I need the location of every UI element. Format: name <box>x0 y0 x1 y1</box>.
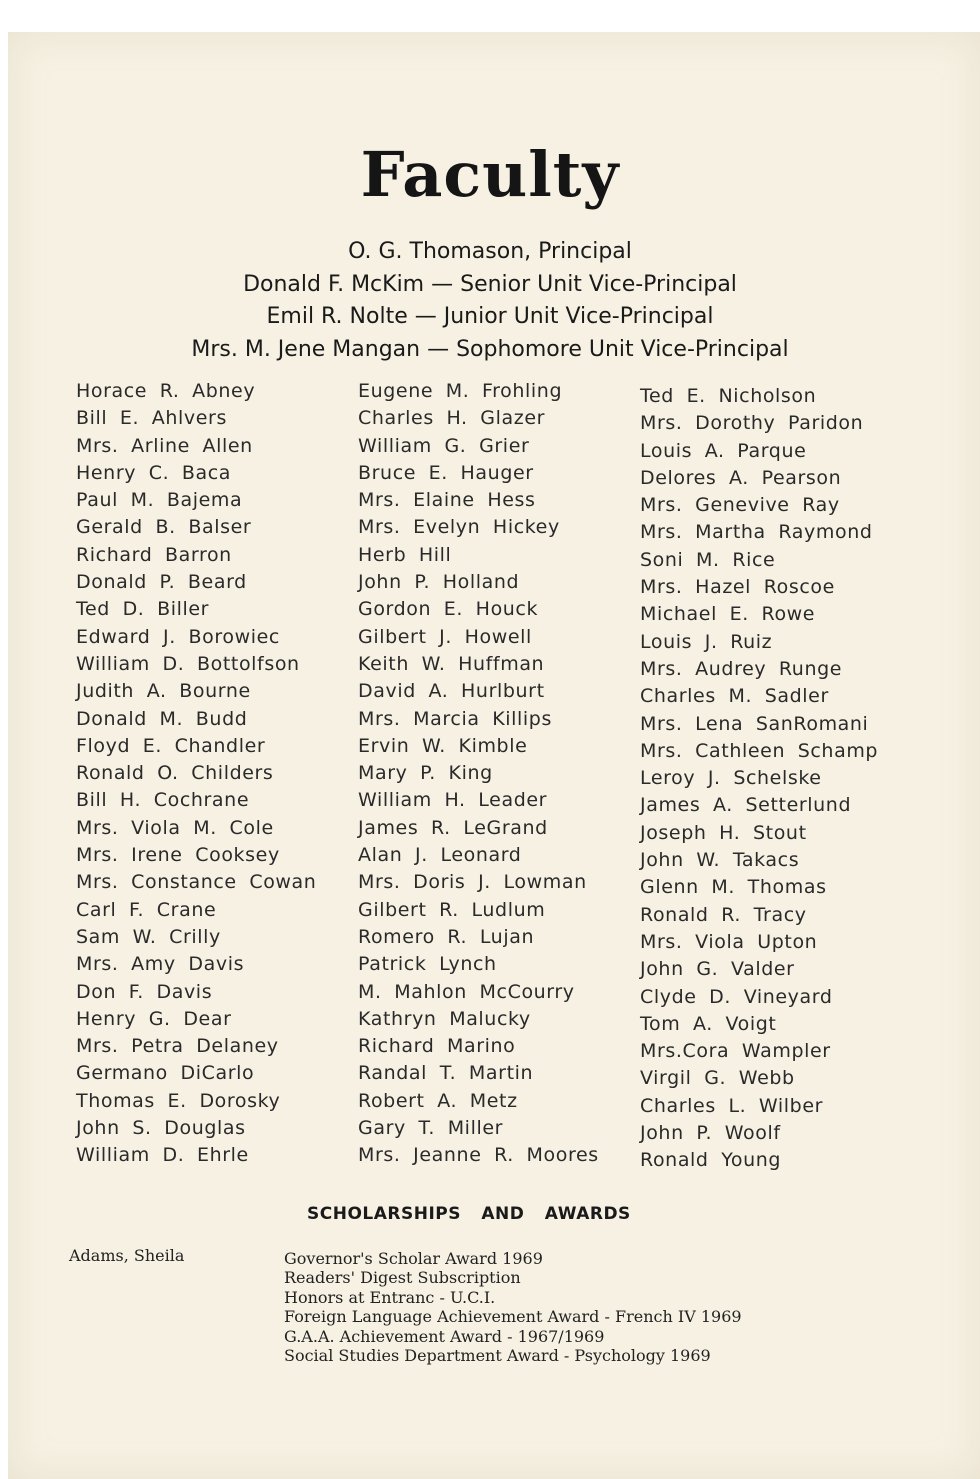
faculty-name: Herb Hill <box>358 543 452 566</box>
senior-vice-principal-line: Donald F. McKim — Senior Unit Vice-Principal <box>243 271 737 297</box>
junior-vice-principal-line: Emil R. Nolte — Junior Unit Vice-Principal <box>266 304 714 329</box>
award-item: Foreign Language Achievement Award - French IV 1969 <box>284 1307 742 1327</box>
faculty-name: David A. Hurlburt <box>358 680 545 703</box>
faculty-name: Mrs. Dorothy Paridon <box>640 412 864 435</box>
faculty-name: Soni M. Rice <box>640 548 776 571</box>
faculty-name: Donald M. Budd <box>76 707 248 730</box>
faculty-name: Mrs. Viola Upton <box>640 930 818 953</box>
faculty-name: Bill H. Cochrane <box>76 789 250 812</box>
faculty-name: Delores A. Pearson <box>640 466 842 489</box>
faculty-name: William D. Bottolfson <box>76 652 300 675</box>
faculty-name: Eugene M. Frohling <box>358 380 563 402</box>
faculty-name: Mary P. King <box>358 762 493 785</box>
faculty-name: Ronald O. Childers <box>76 762 274 785</box>
award-item: Readers' Digest Subscription <box>284 1268 521 1288</box>
faculty-name: Thomas E. Dorosky <box>76 1089 281 1112</box>
faculty-name: Mrs. Petra Delaney <box>76 1035 279 1058</box>
faculty-name: Bruce E. Hauger <box>358 461 534 484</box>
faculty-name: Mrs. Marcia Killips <box>358 707 552 730</box>
award-item: Social Studies Department Award - Psychology 1969 <box>284 1346 711 1366</box>
faculty-name: Clyde D. Vineyard <box>640 985 833 1008</box>
faculty-column-3 <box>640 383 878 1175</box>
faculty-name: Mrs. Lena SanRomani <box>640 712 869 735</box>
faculty-name: Gilbert R. Ludlum <box>358 898 546 921</box>
faculty-name: John S. Douglas <box>76 1117 246 1140</box>
faculty-name: Mrs. Audrey Runge <box>640 657 843 680</box>
faculty-name: Gary T. Miller <box>358 1117 504 1140</box>
faculty-name: Richard Barron <box>76 543 232 566</box>
faculty-name: Keith W. Huffman <box>358 652 545 675</box>
principal-line: O. G. Thomason, Principal <box>348 239 632 264</box>
faculty-name: Ronald Young <box>640 1149 782 1172</box>
faculty-name: Ted D. Biller <box>76 598 210 621</box>
faculty-name: Charles M. Sadler <box>640 685 829 708</box>
faculty-name: Romero R. Lujan <box>358 925 535 948</box>
faculty-column-1 <box>76 378 316 1170</box>
faculty-name: John P. Holland <box>358 571 520 594</box>
faculty-name: Mrs. Arline Allen <box>76 434 253 457</box>
administration-list <box>0 236 980 366</box>
faculty-name: Gilbert J. Howell <box>358 625 532 648</box>
faculty-name: Paul M. Bajema <box>76 489 243 512</box>
award-item: Honors at Entranc - U.C.I. <box>284 1287 496 1307</box>
faculty-name: Leroy J. Schelske <box>640 767 822 790</box>
faculty-name: Virgil G. Webb <box>640 1067 795 1090</box>
faculty-name: Mrs. Martha Raymond <box>640 521 873 544</box>
faculty-name: William G. Grier <box>358 434 530 457</box>
faculty-name: Germano DiCarlo <box>76 1062 255 1085</box>
faculty-name: Mrs. Cathleen Schamp <box>640 739 879 762</box>
faculty-name: Randal T. Martin <box>358 1062 534 1085</box>
faculty-name: Charles H. Glazer <box>358 407 546 430</box>
faculty-name: Glenn M. Thomas <box>640 876 827 899</box>
faculty-name: Judith A. Bourne <box>76 680 251 703</box>
faculty-name: Kathryn Malucky <box>358 1007 531 1030</box>
faculty-name: Donald P. Beard <box>76 571 247 594</box>
faculty-name: Floyd E. Chandler <box>76 734 266 757</box>
faculty-name: Ted E. Nicholson <box>640 385 817 407</box>
faculty-name: Mrs. Evelyn Hickey <box>358 516 560 539</box>
faculty-name: Robert A. Metz <box>358 1089 518 1112</box>
faculty-name: Patrick Lynch <box>358 953 497 976</box>
faculty-name: John W. Takacs <box>640 849 800 872</box>
faculty-name: Mrs. Elaine Hess <box>358 489 536 512</box>
faculty-name: Mrs. Constance Cowan <box>76 871 317 894</box>
faculty-name: Richard Marino <box>358 1035 516 1058</box>
faculty-name: Bill E. Ahlvers <box>76 407 227 430</box>
faculty-name: Mrs. Jeanne R. Moores <box>358 1144 599 1167</box>
faculty-name: Mrs.Cora Wampler <box>640 1040 831 1063</box>
faculty-name: M. Mahlon McCourry <box>358 980 575 1003</box>
faculty-name: William H. Leader <box>358 789 548 812</box>
faculty-name: James R. LeGrand <box>358 816 548 839</box>
sophomore-vice-principal-line: Mrs. M. Jene Mangan — Sophomore Unit Vice-Principal <box>191 336 789 362</box>
faculty-name: Henry G. Dear <box>76 1007 232 1030</box>
faculty-name: John P. Woolf <box>640 1122 781 1145</box>
faculty-name: Louis A. Parque <box>640 439 807 462</box>
faculty-name: Charles L. Wilber <box>640 1094 824 1117</box>
faculty-name: Carl F. Crane <box>76 898 217 921</box>
page-title: Faculty <box>360 138 620 211</box>
faculty-name: Mrs. Genevive Ray <box>640 494 840 517</box>
faculty-name: Tom A. Voigt <box>640 1012 777 1035</box>
faculty-column-2 <box>358 378 599 1170</box>
faculty-name: Mrs. Doris J. Lowman <box>358 871 587 894</box>
faculty-name: Don F. Davis <box>76 980 213 1003</box>
faculty-name: Edward J. Borowiec <box>76 625 280 648</box>
faculty-name: Gordon E. Houck <box>358 598 539 621</box>
faculty-name: Joseph H. Stout <box>640 821 807 844</box>
faculty-name: Alan J. Leonard <box>358 844 522 867</box>
faculty-name: Sam W. Crilly <box>76 925 221 948</box>
faculty-name: Ervin W. Kimble <box>358 734 528 757</box>
faculty-name: Ronald R. Tracy <box>640 903 807 926</box>
faculty-name: Mrs. Hazel Roscoe <box>640 576 835 599</box>
faculty-name: Louis J. Ruiz <box>640 630 773 653</box>
faculty-name: Mrs. Viola M. Cole <box>76 816 274 839</box>
faculty-name: Mrs. Irene Cooksey <box>76 844 280 867</box>
awards-list <box>284 1249 742 1365</box>
faculty-name: Mrs. Amy Davis <box>76 953 245 976</box>
scholarships-heading: SCHOLARSHIPS AND AWARDS <box>307 1204 631 1224</box>
award-item: Governor's Scholar Award 1969 <box>284 1249 543 1268</box>
faculty-name: Michael E. Rowe <box>640 603 816 626</box>
faculty-name: Gerald B. Balser <box>76 516 252 539</box>
faculty-name: James A. Setterlund <box>640 794 852 817</box>
faculty-name: John G. Valder <box>640 958 795 981</box>
award-item: G.A.A. Achievement Award - 1967/1969 <box>284 1326 605 1346</box>
faculty-name: Horace R. Abney <box>76 380 256 402</box>
recipient-name: Adams, Sheila <box>69 1246 185 1265</box>
faculty-name: Henry C. Baca <box>76 461 232 484</box>
faculty-name: William D. Ehrle <box>76 1144 249 1167</box>
